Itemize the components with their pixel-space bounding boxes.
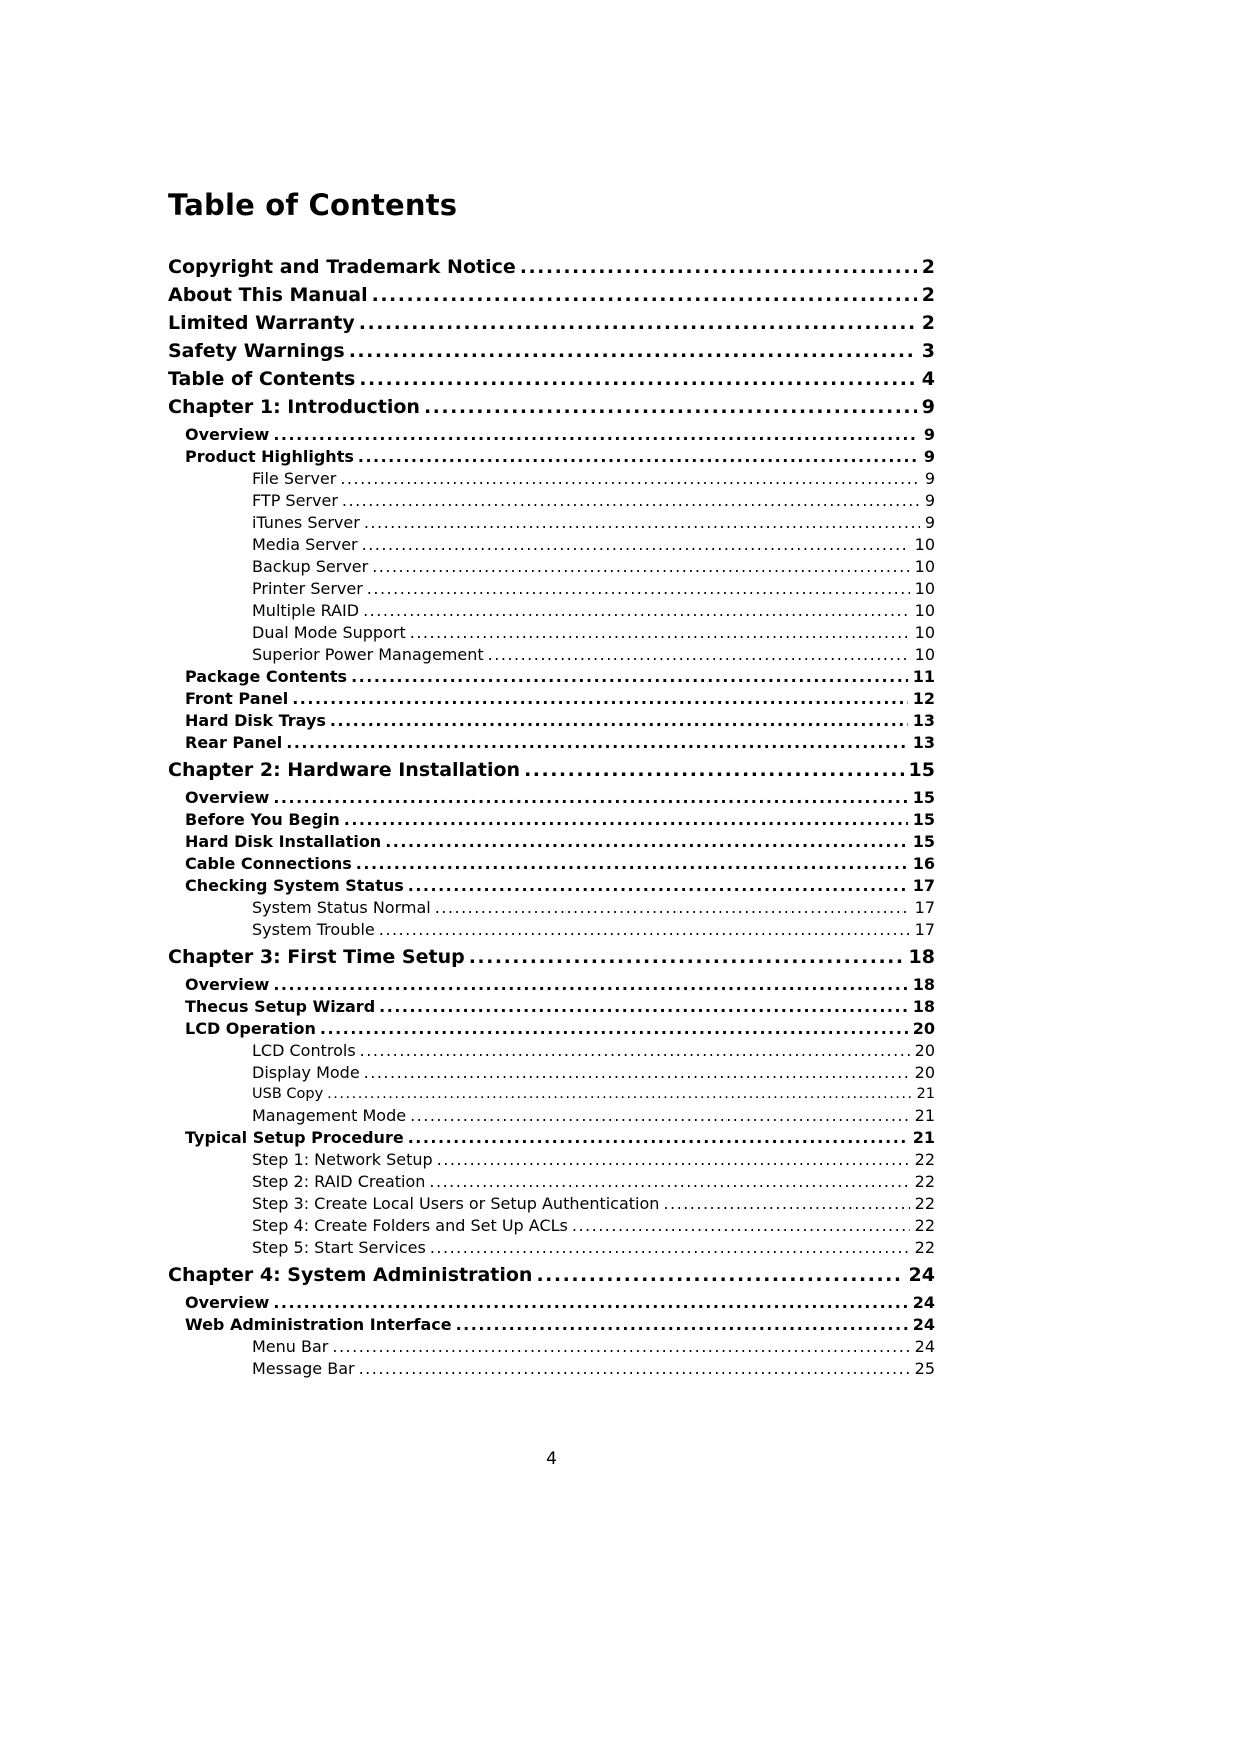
toc-entry[interactable] [168,710,935,732]
toc-dot-leader [273,787,907,809]
toc-entry[interactable] [168,732,935,754]
toc-entry-page: 18 [912,975,935,994]
toc-entry[interactable] [168,446,935,468]
toc-entry-label: Step 4: Create Folders and Set Up ACLs [252,1216,568,1235]
toc-entry-page: 10 [914,623,935,642]
toc-entry-label: Checking System Status [185,876,404,895]
toc-dot-leader [410,622,910,644]
toc-entry[interactable] [168,1149,935,1171]
toc-dot-leader [344,809,908,831]
toc-dot-leader [364,512,920,534]
toc-entry-page: 2 [921,284,935,306]
toc-dot-leader [330,710,908,732]
toc-entry[interactable] [168,1237,935,1259]
toc-dot-leader [410,1105,910,1127]
toc-dot-leader [359,1358,910,1380]
toc-dot-leader [359,368,916,391]
toc-entry-label: System Trouble [252,920,375,939]
toc-entry-page: 15 [912,832,935,851]
toc-entry[interactable] [168,919,935,941]
toc-entry[interactable] [168,1171,935,1193]
toc-entry-page: 9 [924,469,935,488]
toc-entry-label: Dual Mode Support [252,623,406,642]
toc-entry-page: 24 [914,1337,935,1356]
toc-dot-leader [469,946,904,969]
toc-entry-page: 21 [916,1086,935,1102]
toc-entry-page: 9 [923,447,935,466]
toc-entry-page: 10 [914,579,935,598]
toc-entry-label: System Status Normal [252,898,431,917]
toc-entry-page: 9 [921,396,935,418]
footer-page-number: 4 [546,1449,557,1469]
toc-entry[interactable] [168,1264,935,1287]
toc-entry-page: 24 [912,1315,935,1334]
toc-entry[interactable] [168,996,935,1018]
toc-dot-leader [385,831,908,853]
toc-entry-page: 16 [912,854,935,873]
toc-entry-label: Chapter 4: System Administration [168,1264,533,1286]
toc-entry-page: 12 [912,689,935,708]
toc-dot-leader [367,578,910,600]
toc-entry[interactable] [168,1292,935,1314]
toc-entry[interactable] [168,831,935,853]
toc-dot-leader [430,1237,910,1259]
toc-entry[interactable] [168,340,935,363]
toc-entry[interactable] [168,468,935,490]
toc-entry[interactable] [168,1336,935,1358]
toc-entry-page: 15 [908,759,935,781]
toc-entry[interactable] [168,1215,935,1237]
toc-entry-page: 22 [914,1216,935,1235]
toc-entry[interactable] [168,312,935,335]
toc-dot-leader [273,424,919,446]
toc-entry-label: Thecus Setup Wizard [185,997,376,1016]
toc-dot-leader [520,256,917,279]
toc-entry-label: Hard Disk Trays [185,711,326,730]
toc-entry-page: 18 [908,946,935,968]
toc-entry-page: 20 [912,1019,935,1038]
toc-entry-label: Menu Bar [252,1337,329,1356]
toc-entry-label: Overview [185,788,270,807]
toc-entry[interactable] [168,490,935,512]
toc-entry-page: 18 [912,997,935,1016]
toc-dot-leader [372,284,917,307]
toc-dot-leader [356,853,908,875]
toc-entry-label: Chapter 3: First Time Setup [168,946,465,968]
toc-entry-label: File Server [252,469,337,488]
toc-dot-leader [273,1292,907,1314]
toc-entry-label: Printer Server [252,579,363,598]
toc-entry-label: Superior Power Management [252,645,484,664]
toc-dot-leader [340,468,919,490]
toc-entry[interactable] [168,759,935,782]
toc-entry-page: 24 [908,1264,935,1286]
toc-dot-leader [572,1215,910,1237]
toc-entry-page: 20 [914,1041,935,1060]
toc-entry-label: Overview [185,1293,270,1312]
toc-entry-label: Display Mode [252,1063,360,1082]
toc-dot-leader [327,1084,911,1105]
toc-entry[interactable] [168,1018,935,1040]
toc-entry-page: 22 [914,1238,935,1257]
toc-entry[interactable] [168,578,935,600]
toc-entry[interactable] [168,534,935,556]
toc-entry[interactable] [168,1105,935,1127]
toc-entry-page: 22 [914,1172,935,1191]
toc-entry-page: 3 [921,340,935,362]
toc-entry-label: LCD Operation [185,1019,316,1038]
toc-entry-label: FTP Server [252,491,338,510]
toc-entry[interactable] [168,1040,935,1062]
toc-entry[interactable] [168,1358,935,1380]
toc-entry[interactable] [168,1062,935,1084]
toc-entry-label: Message Bar [252,1359,355,1378]
toc-entry-label: Front Panel [185,689,289,708]
toc-dot-leader [663,1193,909,1215]
toc-entry-page: 21 [912,1128,935,1147]
toc-entry-page: 4 [921,368,935,390]
toc-entry-label: About This Manual [168,284,368,306]
toc-entry[interactable] [168,256,935,279]
toc-entry-label: Chapter 1: Introduction [168,396,420,418]
toc-entry-label: Copyright and Trademark Notice [168,256,516,278]
toc-entry-page: 20 [914,1063,935,1082]
toc-entry-page: 10 [914,601,935,620]
toc-dot-leader [408,875,908,897]
toc-entry[interactable] [168,1127,935,1149]
toc-entry-label: Overview [185,975,270,994]
toc-entry-label: Step 5: Start Services [252,1238,426,1257]
toc-entry-label: Safety Warnings [168,340,345,362]
toc-entry-page: 15 [912,810,935,829]
toc-dot-leader [273,974,907,996]
toc-entry[interactable] [168,974,935,996]
toc-entry-label: Table of Contents [168,368,356,390]
toc-entry-label: Typical Setup Procedure [185,1128,404,1147]
toc-entry-label: Backup Server [252,557,369,576]
toc-entry-page: 10 [914,645,935,664]
page-title: Table of Contents [168,188,458,222]
toc-dot-leader [456,1314,908,1336]
toc-entry-page: 2 [921,312,935,334]
toc-dot-leader [424,396,917,419]
toc-dot-leader [351,666,908,688]
toc-entry[interactable] [168,512,935,534]
toc-dot-leader [292,688,908,710]
toc-entry-label: Management Mode [252,1106,407,1125]
toc-entry[interactable] [168,1193,935,1215]
toc-entry[interactable] [168,1314,935,1336]
toc-entry-page: 10 [914,535,935,554]
toc-dot-leader [358,446,919,468]
toc-entry-page: 17 [914,920,935,939]
toc-entry-page: 10 [914,557,935,576]
toc-entry-page: 17 [912,876,935,895]
toc-entry[interactable] [168,875,935,897]
toc-entry-label: USB Copy [252,1086,324,1102]
toc-entry-label: iTunes Server [252,513,360,532]
toc-entry[interactable] [168,368,935,391]
toc-entry-page: 22 [914,1150,935,1169]
toc-dot-leader [435,897,910,919]
toc-entry-page: 11 [912,667,935,686]
toc-dot-leader [362,534,910,556]
toc-entry-page: 13 [912,711,935,730]
toc-entry-page: 17 [914,898,935,917]
toc-dot-leader [372,556,909,578]
toc-dot-leader [379,919,910,941]
toc-entry-page: 21 [914,1106,935,1125]
toc-dot-leader [349,340,917,363]
toc-entry[interactable] [168,688,935,710]
toc-dot-leader [429,1171,909,1193]
toc-dot-leader [364,1062,910,1084]
toc-entry[interactable] [168,897,935,919]
toc-entry-label: Hard Disk Installation [185,832,382,851]
toc-entry-label: Step 3: Create Local Users or Setup Authentication [252,1194,660,1213]
toc-entry-label: LCD Controls [252,1041,356,1060]
toc-entry-label: Before You Begin [185,810,340,829]
toc-entry-page: 15 [912,788,935,807]
toc-entry[interactable] [168,787,935,809]
toc-entry-page: 2 [921,256,935,278]
toc-dot-leader [437,1149,910,1171]
toc-entry-label: Media Server [252,535,358,554]
toc-entry-page: 22 [914,1194,935,1213]
toc-dot-leader [488,644,910,666]
toc-dot-leader [379,996,908,1018]
toc-dot-leader [342,490,920,512]
toc-entry-label: Package Contents [185,667,348,686]
toc-entry-label: Product Highlights [185,447,354,466]
toc-entry[interactable] [168,853,935,875]
toc-entry[interactable] [168,424,935,446]
toc-entry-page: 24 [912,1293,935,1312]
toc-entry-page: 9 [924,513,935,532]
toc-entry-label: Overview [185,425,270,444]
toc-entry-label: Rear Panel [185,733,283,752]
toc-entry[interactable] [168,284,935,307]
toc-entry-label: Step 1: Network Setup [252,1150,433,1169]
toc-dot-leader [360,1040,910,1062]
toc-entry[interactable] [168,396,935,419]
table-of-contents [168,256,935,1380]
toc-entry-page: 13 [912,733,935,752]
toc-entry[interactable] [168,556,935,578]
toc-dot-leader [524,759,903,782]
toc-entry-label: Chapter 2: Hardware Installation [168,759,521,781]
toc-dot-leader [359,312,917,335]
toc-entry-label: Cable Connections [185,854,352,873]
toc-entry-page: 25 [914,1359,935,1378]
toc-entry[interactable] [168,622,935,644]
toc-dot-leader [408,1127,908,1149]
toc-dot-leader [320,1018,908,1040]
toc-entry-page: 9 [923,425,935,444]
toc-dot-leader [332,1336,909,1358]
toc-entry[interactable] [168,666,935,688]
toc-entry[interactable] [168,600,935,622]
toc-entry-label: Step 2: RAID Creation [252,1172,426,1191]
toc-dot-leader [363,600,910,622]
toc-dot-leader [286,732,907,754]
toc-entry-label: Multiple RAID [252,601,360,620]
toc-entry-label: Web Administration Interface [185,1315,452,1334]
toc-dot-leader [536,1264,903,1287]
toc-entry[interactable] [168,644,935,666]
toc-entry-label: Limited Warranty [168,312,355,334]
toc-entry[interactable] [168,946,935,969]
toc-entry[interactable] [168,809,935,831]
toc-entry[interactable] [168,1084,935,1105]
toc-entry-page: 9 [924,491,935,510]
